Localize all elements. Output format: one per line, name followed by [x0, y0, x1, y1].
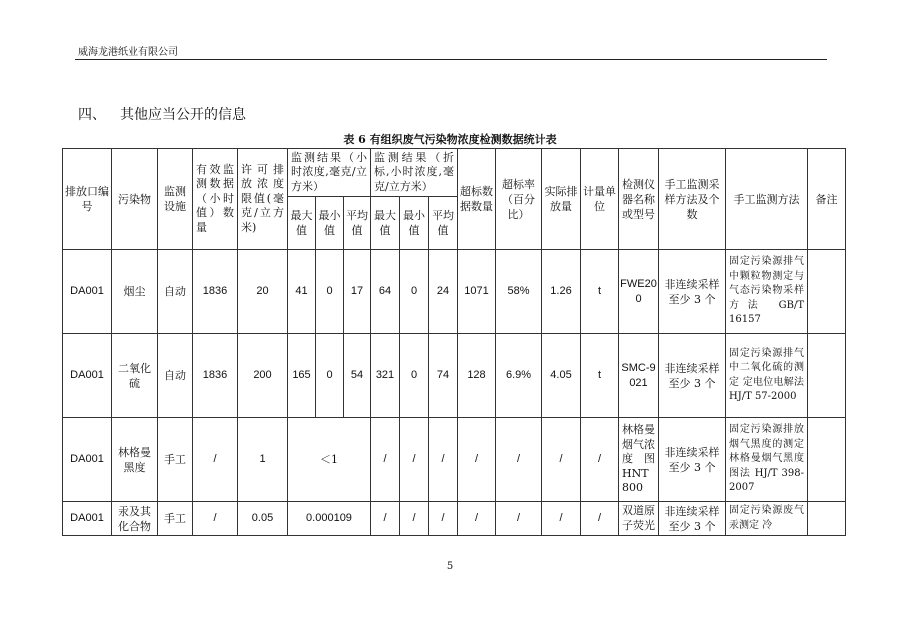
cell-actual: /	[542, 418, 581, 502]
page-number: 5	[446, 561, 454, 572]
cell-exceed-rate: 58%	[496, 250, 542, 334]
cell-conv-avg: /	[429, 502, 458, 536]
header-exceed-rate: 超标率（百分比）	[496, 149, 542, 250]
cell-actual: 1.26	[542, 250, 581, 334]
cell-outlet: DA001	[63, 334, 112, 418]
header-hourly-result: 监测结果（小时浓度,毫克/立方米）	[288, 149, 371, 197]
cell-method: 固定污染源排气中二氧化硫的测定 定电位电解法 HJ/T 57-2000	[726, 334, 808, 418]
cell-facility: 自动	[158, 250, 193, 334]
cell-conv-max: /	[371, 418, 400, 502]
cell-conv-max: 64	[371, 250, 400, 334]
header-monitoring-facility: 监测设施	[158, 149, 193, 250]
cell-sampling: 非连续采样至少 3 个	[659, 502, 726, 536]
cell-unit: /	[581, 418, 619, 502]
cell-pollutant: 二氧化硫	[112, 334, 158, 418]
header-conv-max: 最大值	[371, 197, 400, 250]
header-conv-min: 最小值	[400, 197, 429, 250]
cell-hourly-result: 0.000109	[288, 502, 371, 536]
cell-exceed-rate: /	[496, 502, 542, 536]
cell-facility: 手工	[158, 502, 193, 536]
cell-method: 固定污染源排气中颗粒物测定与气态污染物采样方法 GB/T 16157	[726, 250, 808, 334]
cell-exceed-rate: 6.9%	[496, 334, 542, 418]
header-conv-avg: 平均值	[429, 197, 458, 250]
cell-unit: /	[581, 502, 619, 536]
cell-valid-hours: /	[193, 502, 238, 536]
cell-remarks	[808, 418, 846, 502]
company-name: 威海龙港纸业有限公司	[78, 47, 178, 58]
cell-pollutant: 林格曼黑度	[112, 418, 158, 502]
table-row	[63, 502, 846, 536]
cell-unit: t	[581, 334, 619, 418]
header-converted-result: 监测结果（折标,小时浓度,毫克/立方米）	[371, 149, 458, 197]
cell-sampling: 非连续采样至少 3 个	[659, 250, 726, 334]
cell-conv-avg: 74	[429, 334, 458, 418]
section-heading	[78, 104, 246, 124]
header-permit-limit: 许可排放浓度限值(毫克/立方米)	[238, 149, 288, 250]
cell-exceed-count: /	[458, 418, 496, 502]
cell-conv-avg: 24	[429, 250, 458, 334]
cell-facility: 自动	[158, 334, 193, 418]
header-pollutant: 污染物	[112, 149, 158, 250]
section-number: 四、	[78, 107, 106, 123]
cell-min: 0	[316, 334, 344, 418]
cell-exceed-count: 1071	[458, 250, 496, 334]
cell-instrument: 双道原子荧光	[619, 502, 659, 536]
cell-remarks	[808, 334, 846, 418]
emissions-table	[62, 148, 846, 536]
cell-pollutant: 烟尘	[112, 250, 158, 334]
cell-pollutant: 汞及其化合物	[112, 502, 158, 536]
cell-avg: 17	[344, 250, 371, 334]
cell-conv-max: 321	[371, 334, 400, 418]
cell-conv-avg: /	[429, 418, 458, 502]
header-manual-sampling: 手工监测采样方法及个数	[659, 149, 726, 250]
header-instrument: 检测仪器名称或型号	[619, 149, 659, 250]
cell-instrument: FWE200	[619, 250, 659, 334]
cell-exceed-rate: /	[496, 418, 542, 502]
cell-limit: 200	[238, 334, 288, 418]
cell-sampling: 非连续采样至少 3 个	[659, 418, 726, 502]
cell-exceed-count: 128	[458, 334, 496, 418]
cell-facility: 手工	[158, 418, 193, 502]
cell-instrument: SMC-9021	[619, 334, 659, 418]
header-actual-emission: 实际排放量	[542, 149, 581, 250]
cell-actual: 4.05	[542, 334, 581, 418]
cell-conv-min: /	[400, 502, 429, 536]
header-avg: 平均值	[344, 197, 371, 250]
cell-hourly-result: ＜1	[288, 418, 371, 502]
cell-conv-min: 0	[400, 250, 429, 334]
cell-actual: /	[542, 502, 581, 536]
header-remarks: 备注	[808, 149, 846, 250]
cell-valid-hours: 1836	[193, 334, 238, 418]
table-header-row	[63, 149, 846, 197]
cell-min: 0	[316, 250, 344, 334]
header-min: 最小值	[316, 197, 344, 250]
cell-limit: 1	[238, 418, 288, 502]
header-valid-hours: 有效监测数据（小时值）数量	[193, 149, 238, 250]
header-outlet-no: 排放口编号	[63, 149, 112, 250]
cell-conv-max: /	[371, 502, 400, 536]
cell-remarks	[808, 502, 846, 536]
header-max: 最大值	[288, 197, 316, 250]
cell-method: 固定污染源废气汞测定 冷	[726, 502, 808, 536]
cell-valid-hours: /	[193, 418, 238, 502]
header-exceed-count: 超标数据数量	[458, 149, 496, 250]
table-row	[63, 334, 846, 418]
cell-outlet: DA001	[63, 418, 112, 502]
table-caption: 表 6 有组织废气污染物浓度检测数据统计表	[343, 133, 557, 146]
cell-max: 41	[288, 250, 316, 334]
cell-conv-min: /	[400, 418, 429, 502]
header-manual-method: 手工监测方法	[726, 149, 808, 250]
cell-unit: t	[581, 250, 619, 334]
cell-outlet: DA001	[63, 250, 112, 334]
cell-sampling: 非连续采样至少 3 个	[659, 334, 726, 418]
cell-outlet: DA001	[63, 502, 112, 536]
cell-avg: 54	[344, 334, 371, 418]
cell-limit: 0.05	[238, 502, 288, 536]
cell-exceed-count: /	[458, 502, 496, 536]
cell-method: 固定污染源排放烟气黑度的测定林格曼烟气黑度图法 HJ/T 398-2007	[726, 418, 808, 502]
cell-limit: 20	[238, 250, 288, 334]
table-row	[63, 250, 846, 334]
cell-valid-hours: 1836	[193, 250, 238, 334]
table-row	[63, 418, 846, 502]
cell-conv-min: 0	[400, 334, 429, 418]
cell-remarks	[808, 250, 846, 334]
cell-max: 165	[288, 334, 316, 418]
header-rule	[75, 59, 827, 60]
section-title: 其他应当公开的信息	[120, 107, 246, 123]
header-unit: 计量单位	[581, 149, 619, 250]
cell-instrument: 林格曼烟气浓度图 HNT800	[619, 418, 659, 502]
